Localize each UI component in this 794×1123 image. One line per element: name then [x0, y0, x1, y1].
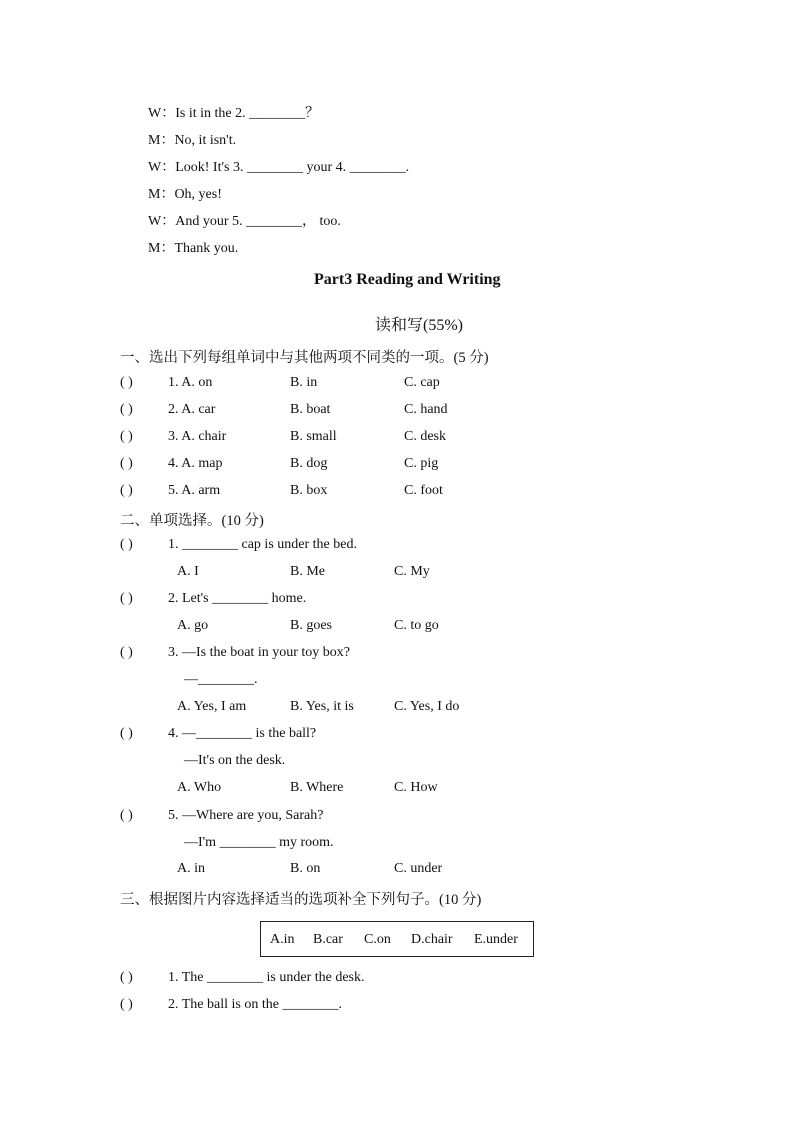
option-a: A.in [270, 932, 295, 947]
dialog-line-2: M：No, it isn't. [148, 133, 237, 148]
answer-paren[interactable]: ( ) [120, 970, 133, 985]
part-title: Part3 Reading and Writing [314, 271, 501, 288]
s2-q2-stem: 2. Let's ________ home. [168, 591, 307, 606]
dialog-line-6: M：Thank you. [148, 241, 239, 256]
s2-q4-a: A. Who [177, 780, 222, 795]
s2-q4-c: C. How [394, 780, 438, 795]
s1-q1-b: B. in [290, 375, 318, 390]
s2-q3-b: B. Yes, it is [290, 699, 354, 714]
s2-q5-c: C. under [394, 861, 443, 876]
s2-q3-a: A. Yes, I am [177, 699, 247, 714]
s2-q4-b: B. Where [290, 780, 344, 795]
section3-heading: 三、根据图片内容选择适当的选项补全下列句子。(10 分) [120, 892, 482, 908]
s2-q4-stem: 4. —________ is the ball? [168, 726, 317, 741]
s1-q2-a: 2. A. car [168, 402, 216, 417]
answer-paren[interactable]: ( ) [120, 483, 133, 498]
s1-q2-c: C. hand [404, 402, 448, 417]
dialog-line-4: M：Oh, yes! [148, 187, 222, 202]
answer-paren[interactable]: ( ) [120, 726, 133, 741]
dialog-line-5: W：And your 5. ________， too. [148, 214, 341, 229]
dialog-line-1: W：Is it in the 2. ________？ [148, 106, 320, 121]
s1-q5-c: C. foot [404, 483, 443, 498]
part-subtitle: 读和写(55%) [375, 317, 463, 334]
section1-heading: 一、选出下列每组单词中与其他两项不同类的一项。(5 分) [120, 350, 489, 366]
answer-paren[interactable]: ( ) [120, 997, 133, 1012]
s2-q2-b: B. goes [290, 618, 332, 633]
option-c: C.on [364, 932, 391, 947]
s1-q1-c: C. cap [404, 375, 440, 390]
answer-paren[interactable]: ( ) [120, 645, 133, 660]
answer-paren[interactable]: ( ) [120, 429, 133, 444]
dialog-line-3: W：Look! It's 3. ________ your 4. ________. [148, 160, 410, 175]
s2-q5-stem: 5. —Where are you, Sarah? [168, 808, 324, 823]
s2-q1-b: B. Me [290, 564, 325, 579]
section2-heading: 二、单项选择。(10 分) [120, 513, 264, 529]
s1-q2-b: B. boat [290, 402, 331, 417]
option-b: B.car [313, 932, 343, 947]
s2-q3-stem: 3. —Is the boat in your toy box? [168, 645, 350, 660]
s1-q3-a: 3. A. chair [168, 429, 227, 444]
s1-q4-c: C. pig [404, 456, 439, 471]
option-d: D.chair [411, 932, 453, 947]
s2-q5-line2: —I'm ________ my room. [184, 835, 334, 850]
s1-q4-b: B. dog [290, 456, 328, 471]
s2-q2-a: A. go [177, 618, 209, 633]
s2-q5-b: B. on [290, 861, 321, 876]
s2-q1-stem: 1. ________ cap is under the bed. [168, 537, 357, 552]
s2-q2-c: C. to go [394, 618, 439, 633]
s2-q1-a: A. I [177, 564, 199, 579]
answer-paren[interactable]: ( ) [120, 375, 133, 390]
s2-q5-a: A. in [177, 861, 205, 876]
s2-q3-line2: —________. [184, 672, 258, 687]
answer-paren[interactable]: ( ) [120, 456, 133, 471]
s1-q3-c: C. desk [404, 429, 446, 444]
s2-q3-c: C. Yes, I do [394, 699, 460, 714]
answer-paren[interactable]: ( ) [120, 402, 133, 417]
s2-q1-c: C. My [394, 564, 430, 579]
s1-q1-a: 1. A. on [168, 375, 213, 390]
answer-paren[interactable]: ( ) [120, 808, 133, 823]
s1-q4-a: 4. A. map [168, 456, 223, 471]
s2-q4-line2: —It's on the desk. [184, 753, 286, 768]
option-e: E.under [474, 932, 518, 947]
s3-q1-text: 1. The ________ is under the desk. [168, 970, 365, 985]
s3-q2-text: 2. The ball is on the ________. [168, 997, 342, 1012]
answer-paren[interactable]: ( ) [120, 537, 133, 552]
s1-q5-b: B. box [290, 483, 328, 498]
s1-q3-b: B. small [290, 429, 337, 444]
answer-paren[interactable]: ( ) [120, 591, 133, 606]
s1-q5-a: 5. A. arm [168, 483, 221, 498]
options-box [260, 921, 534, 957]
